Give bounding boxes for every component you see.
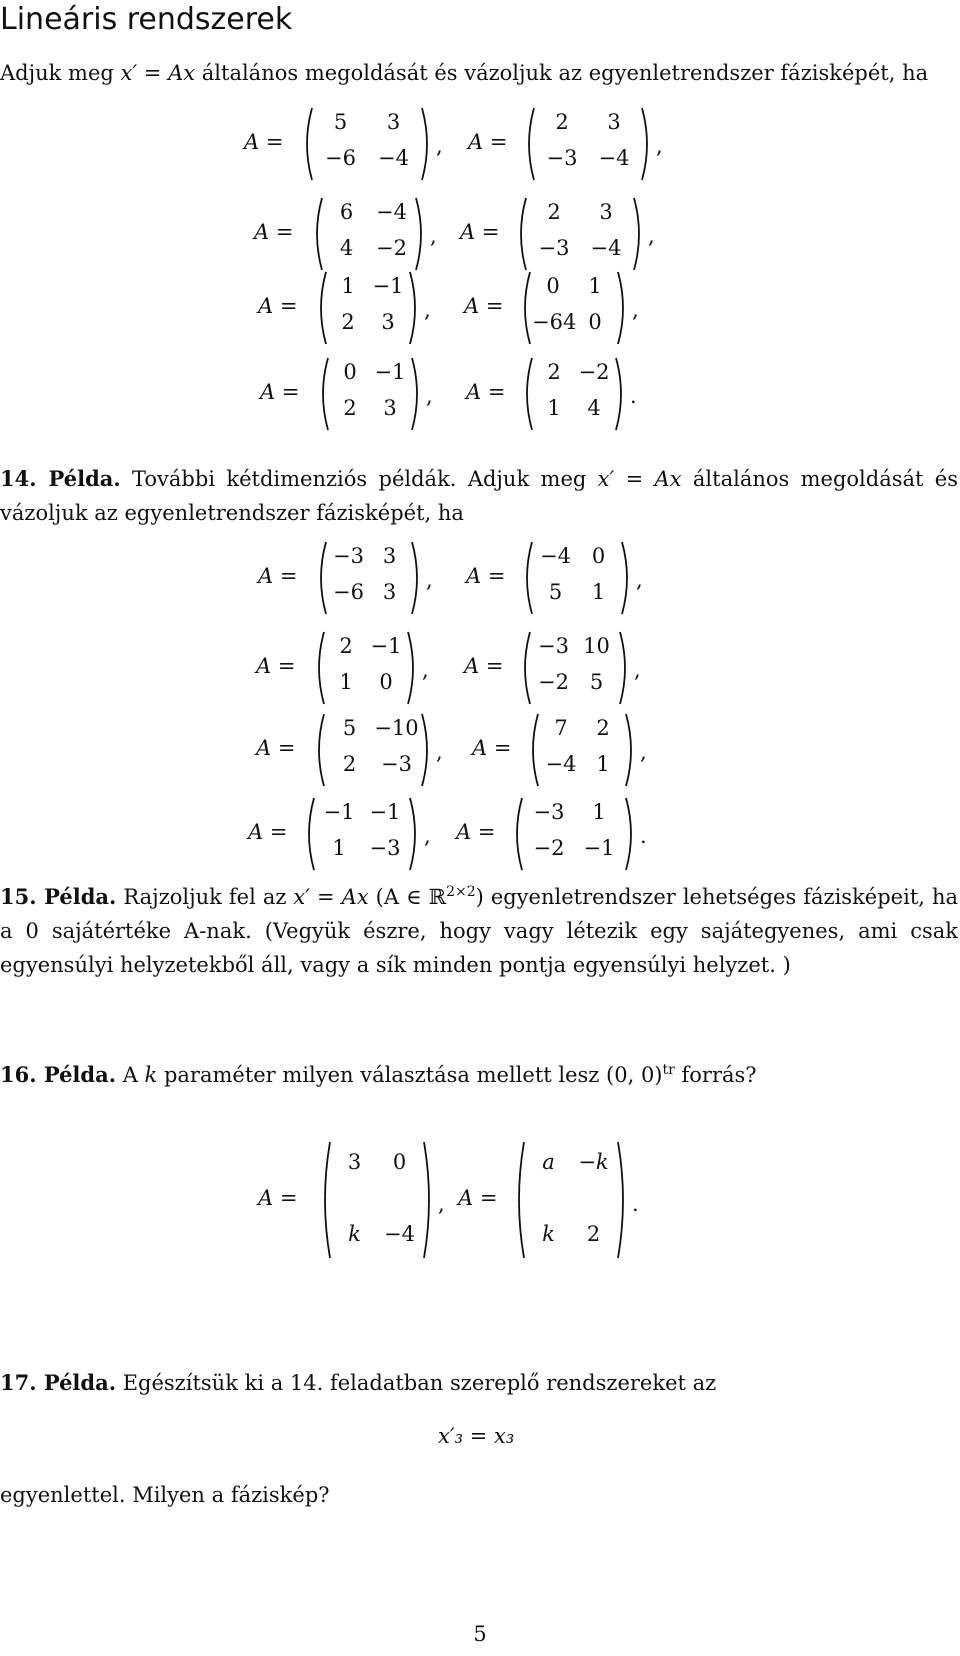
matrix-label: A = — [256, 654, 296, 678]
punctuation: , — [438, 1192, 445, 1216]
right-paren — [624, 712, 638, 788]
matrix-cell: −4 — [384, 1222, 415, 1246]
matrix-cell: 1 — [547, 396, 561, 420]
punctuation: , — [640, 740, 647, 764]
punctuation: , — [436, 134, 443, 158]
matrix-cell: −10 — [374, 716, 419, 740]
matrix-label: A = — [258, 294, 298, 318]
punctuation: , — [424, 824, 431, 848]
matrix-cell: −3 — [538, 236, 570, 260]
matrix-cell: 5 — [342, 716, 357, 740]
punctuation: , — [632, 298, 639, 322]
matrix-label: A = — [466, 564, 506, 588]
matrix-cell: 1 — [588, 274, 602, 298]
matrix — [310, 196, 428, 272]
ex16-paragraph: 16. Példa. A k paraméter milyen választása mellett lesz (0, 0)$^{tr}$ forrás? — [0, 1062, 757, 1087]
page-number: 5 — [473, 1622, 487, 1646]
matrix-cell: 2 — [341, 310, 355, 334]
example-label: 17. Példa. — [0, 1370, 117, 1395]
right-paren — [422, 1140, 436, 1260]
matrix-cell: −1 — [323, 800, 355, 824]
matrix-cell: −1 — [370, 634, 402, 658]
ex17-equation: x′₃ = x₃ — [438, 1424, 515, 1448]
left-paren — [302, 796, 316, 872]
left-paren — [512, 1140, 526, 1260]
matrix-cell: −3 — [538, 634, 569, 658]
matrix-cell: −64 — [532, 310, 577, 334]
intro-paragraph: Adjuk meg x′ = Ax általános megoldását és vázoljuk az egyenletrendszer fázisképét, ha — [0, 61, 929, 85]
ex14-paragraph: 14. Példa. További kétdimenziós példák. Adjuk meg x′ = Ax általános megoldását és vázoljuk az egyenletrendszer fázisképét, ha — [0, 466, 959, 525]
ex15-paragraph: 15. Példa. Rajzoljuk fel az x′ = Ax (A ∈ ℝ$^{2\times 2}$) egyenletrendszer lehetséges fázisképeit, ha a 0 sajátértéke A-nak. (Vegyük észre, hogy vagy létezik egy sajátegyenes, ami csak egyensúlyi helyzetekből áll, vagy a sík minden pontja egyensúlyi helyzet. ) — [0, 884, 958, 977]
left-paren — [318, 1140, 332, 1260]
matrix-cell: −1 — [374, 360, 406, 384]
left-paren — [520, 356, 534, 432]
matrix-cell: −3 — [546, 146, 578, 170]
matrix-cell: 1 — [339, 670, 353, 694]
matrix — [318, 1140, 436, 1260]
matrix-cell: 3 — [383, 396, 397, 420]
matrix — [316, 356, 424, 432]
right-paren — [624, 796, 638, 872]
matrix-cell: 0 — [546, 274, 560, 298]
matrix-cell: 0 — [588, 310, 602, 334]
matrix-cell: 1 — [591, 580, 606, 604]
right-paren — [408, 270, 422, 346]
matrix-cell: 2 — [586, 1222, 601, 1246]
left-paren — [316, 356, 330, 432]
matrix-cell: 3 — [381, 310, 395, 334]
matrix-cell: 3 — [347, 1150, 362, 1174]
matrix-cell: 4 — [339, 236, 354, 260]
punctuation: , — [436, 740, 443, 764]
matrix-cell: −4 — [376, 200, 407, 224]
left-paren — [520, 540, 534, 616]
matrix — [314, 270, 422, 346]
left-paren — [312, 712, 326, 788]
punctuation: , — [426, 568, 433, 592]
matrix-cell: 1 — [592, 800, 606, 824]
matrix-cell: 5 — [548, 580, 563, 604]
matrix-cell: −4 — [540, 544, 571, 568]
matrix — [510, 796, 638, 872]
matrix-label: A = — [464, 654, 504, 678]
punctuation: . — [640, 824, 647, 848]
matrix-cell: −k — [578, 1150, 609, 1174]
right-paren — [616, 1140, 630, 1260]
matrix-cell: −4 — [545, 752, 577, 776]
matrix-cell: 10 — [583, 634, 610, 658]
matrix — [522, 106, 654, 182]
matrix-label: A = — [468, 130, 508, 154]
matrix-cell: −4 — [378, 146, 409, 170]
matrix-cell: 2 — [596, 716, 610, 740]
left-paren — [522, 106, 536, 182]
left-paren — [518, 270, 532, 346]
right-paren — [632, 196, 646, 272]
punctuation: . — [632, 1192, 639, 1216]
matrix — [518, 270, 630, 346]
left-paren — [518, 630, 532, 706]
matrix-cell: −3 — [381, 752, 412, 776]
example-label: 14. Példa. — [0, 466, 121, 491]
example-label: 15. Példa. — [0, 884, 117, 909]
matrix-cell: 3 — [599, 200, 613, 224]
equation: x′ = Ax — [120, 61, 196, 85]
right-paren — [414, 196, 428, 272]
matrix-label: A = — [464, 294, 504, 318]
matrix-cell: −6 — [333, 580, 364, 604]
matrix-cell: 2 — [547, 360, 561, 384]
matrix-cell: 7 — [554, 716, 568, 740]
matrix-label: A = — [258, 564, 298, 588]
example-label: 16. Példa. — [0, 1062, 117, 1087]
right-paren — [618, 630, 632, 706]
matrix-label: A = — [260, 380, 300, 404]
matrix-label: A = — [458, 1186, 498, 1210]
matrix-label: A = — [258, 1186, 298, 1210]
matrix-cell: 2 — [343, 396, 357, 420]
matrix-cell: 3 — [386, 110, 401, 134]
matrix-cell: −2 — [578, 360, 610, 384]
matrix-cell: −6 — [325, 146, 356, 170]
matrix-cell: 5 — [589, 670, 604, 694]
matrix — [512, 1140, 630, 1260]
punctuation: , — [422, 658, 429, 682]
matrix-cell: −3 — [333, 544, 364, 568]
matrix-cell: 3 — [382, 580, 397, 604]
right-paren — [614, 356, 628, 432]
matrix-cell: −2 — [376, 236, 407, 260]
matrix-cell: 3 — [382, 544, 397, 568]
matrix — [520, 540, 634, 616]
matrix-cell: −2 — [533, 836, 565, 860]
punctuation: , — [430, 224, 437, 248]
matrix-cell: −1 — [583, 836, 615, 860]
matrix-cell: 1 — [332, 836, 346, 860]
matrix-cell: 0 — [591, 544, 606, 568]
right-paren — [420, 712, 434, 788]
matrix — [520, 356, 628, 432]
right-paren — [406, 630, 420, 706]
page-title: Lineáris rendszerek — [0, 2, 293, 37]
left-paren — [514, 196, 528, 272]
matrix — [302, 796, 422, 872]
ex17-tail: egyenlettel. Milyen a fáziskép? — [0, 1483, 330, 1507]
matrix — [518, 630, 632, 706]
matrix-cell: 2 — [555, 110, 569, 134]
matrix-label: A = — [456, 820, 496, 844]
matrix-cell: a — [542, 1150, 555, 1174]
punctuation: . — [630, 384, 637, 408]
matrix-label: A = — [256, 736, 296, 760]
matrix-cell: 6 — [339, 200, 354, 224]
matrix-cell: 2 — [342, 752, 357, 776]
matrix-label: A = — [472, 736, 512, 760]
matrix-cell: 0 — [392, 1150, 407, 1174]
punctuation: , — [648, 224, 655, 248]
left-paren — [314, 540, 328, 616]
right-paren — [640, 106, 654, 182]
matrix — [300, 106, 434, 182]
matrix-label: A = — [466, 380, 506, 404]
matrix-cell: 0 — [379, 670, 393, 694]
right-paren — [616, 270, 630, 346]
right-paren — [410, 356, 424, 432]
matrix-label: A = — [244, 130, 284, 154]
punctuation: , — [634, 658, 641, 682]
matrix-cell: 3 — [607, 110, 621, 134]
left-paren — [312, 630, 326, 706]
right-paren — [420, 106, 434, 182]
left-paren — [510, 796, 524, 872]
matrix — [314, 540, 424, 616]
punctuation: , — [424, 298, 431, 322]
matrix — [514, 196, 646, 272]
matrix-cell: −1 — [369, 800, 401, 824]
matrix-cell: 1 — [341, 274, 355, 298]
left-paren — [300, 106, 314, 182]
matrix-cell: k — [348, 1222, 361, 1246]
matrix — [312, 630, 420, 706]
left-paren — [310, 196, 324, 272]
matrix-cell: 2 — [339, 634, 353, 658]
matrix-cell: −3 — [533, 800, 565, 824]
matrix-label: A = — [248, 820, 288, 844]
punctuation: , — [636, 568, 643, 592]
right-paren — [408, 796, 422, 872]
left-paren — [314, 270, 328, 346]
matrix-cell: 5 — [333, 110, 348, 134]
right-paren — [620, 540, 634, 616]
matrix-cell: −3 — [369, 836, 401, 860]
matrix-cell: −4 — [590, 236, 622, 260]
matrix-cell: −1 — [372, 274, 404, 298]
matrix-label: A = — [254, 220, 294, 244]
punctuation: , — [656, 134, 663, 158]
punctuation: , — [426, 384, 433, 408]
right-paren — [410, 540, 424, 616]
matrix-cell: −4 — [598, 146, 630, 170]
matrix-cell: 1 — [596, 752, 610, 776]
matrix-cell: −2 — [538, 670, 569, 694]
ex17-paragraph: 17. Példa. Egészítsük ki a 14. feladatban szereplő rendszereket az — [0, 1370, 717, 1395]
matrix — [526, 712, 638, 788]
matrix — [312, 712, 434, 788]
matrix-cell: 4 — [587, 396, 601, 420]
matrix-cell: 2 — [547, 200, 561, 224]
matrix-label: A = — [460, 220, 500, 244]
matrix-cell: 0 — [343, 360, 357, 384]
left-paren — [526, 712, 540, 788]
matrix-cell: k — [542, 1222, 555, 1246]
